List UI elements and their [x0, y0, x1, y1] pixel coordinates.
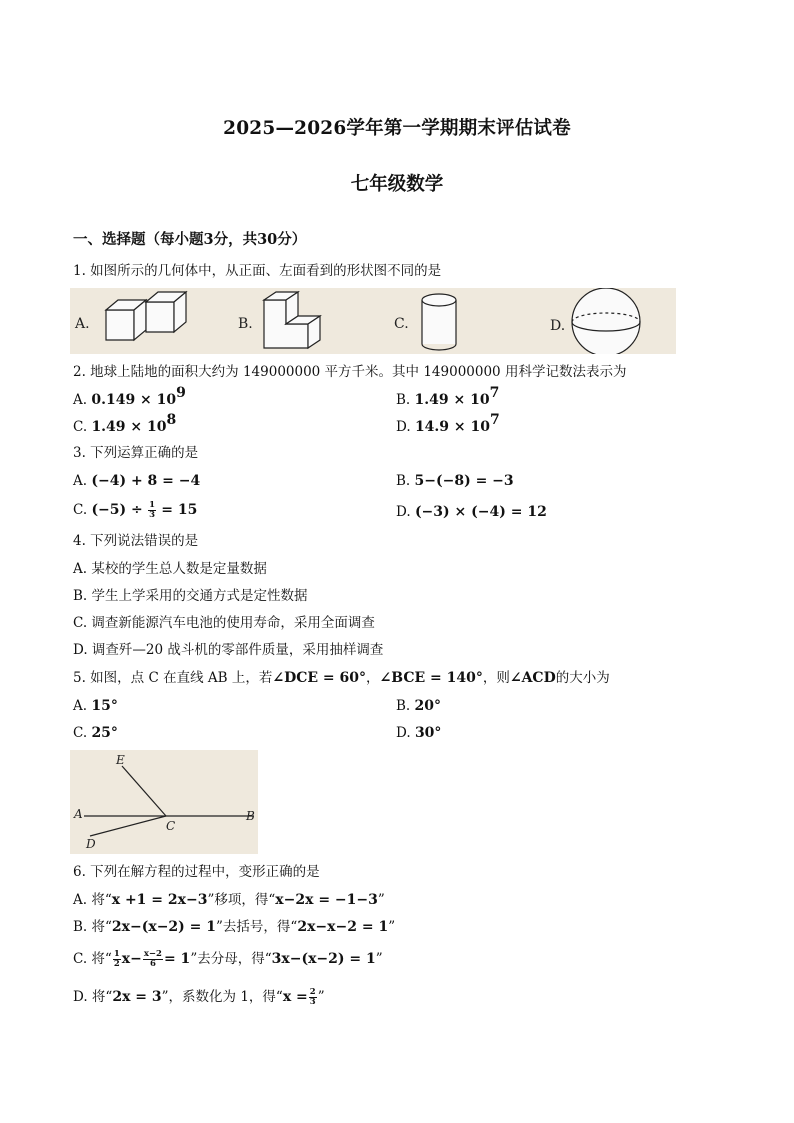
- q5-a-val: 15°: [91, 698, 118, 714]
- q1-figure: [70, 288, 676, 354]
- q6-d-num: 2: [309, 987, 316, 997]
- q6-stem: 6. 下列在解方程的过程中，变形正确的是: [73, 864, 320, 880]
- q1-label-b: B.: [238, 316, 253, 332]
- q2-c-base: 1.49 × 10: [91, 419, 167, 435]
- q5-option-b[interactable]: [396, 697, 441, 715]
- q4-option-b[interactable]: B. 学生上学采用的交通方式是定性数据: [73, 588, 308, 604]
- q2-c-label: C.: [73, 419, 88, 435]
- q2-option-a[interactable]: [73, 385, 186, 409]
- q3-option-c[interactable]: [73, 501, 197, 520]
- q6-option-d[interactable]: [73, 988, 325, 1007]
- q3-b-label: B.: [396, 473, 411, 489]
- q5-angle-acd: ∠ACD: [509, 670, 556, 686]
- label-d: D: [86, 837, 96, 851]
- q2-stem: 2. 地球上陆地的面积大约为 149000000 平方千米。其中 149000000 用科学记数法表示为: [73, 364, 627, 380]
- q6-option-a[interactable]: [73, 891, 385, 909]
- q5-figure: [70, 750, 258, 854]
- q5-d-label: D.: [396, 725, 411, 741]
- q2-b-exp: 7: [489, 385, 500, 401]
- q3-option-a[interactable]: [73, 472, 200, 490]
- q6-b-post: ”: [388, 919, 396, 935]
- q3-c-den: 3: [149, 510, 155, 520]
- q2-option-b[interactable]: [396, 385, 500, 409]
- label-b: B: [246, 809, 255, 823]
- q6-d-x: x =: [282, 989, 308, 1005]
- q6-c-x: x−: [121, 951, 142, 967]
- q2-a-label: A.: [73, 392, 88, 408]
- q5-option-d[interactable]: [396, 724, 441, 742]
- q5-b-val: 20°: [414, 698, 441, 714]
- q6-d-pre: D. 将“: [73, 989, 113, 1005]
- q2-d-base: 14.9 × 10: [414, 419, 490, 435]
- q4-option-d[interactable]: D. 调查歼—20 战斗机的零部件质量，采用抽样调查: [73, 642, 384, 658]
- q2-option-c[interactable]: [73, 412, 177, 436]
- q2-b-label: B.: [396, 392, 411, 408]
- q4-option-a[interactable]: A. 某校的学生总人数是定量数据: [73, 561, 267, 577]
- q3-c-pre: (−5) ÷: [91, 502, 143, 518]
- q5-option-c[interactable]: [73, 724, 118, 742]
- q6-d-mid: ”，系数化为 1，得“: [161, 989, 283, 1005]
- q3-c-fraction: [148, 501, 156, 520]
- q4-option-c[interactable]: C. 调查新能源汽车电池的使用寿命，采用全面调查: [73, 615, 375, 631]
- q6-c-post: ”: [375, 951, 383, 967]
- q6-c-fraction-2: [143, 950, 163, 969]
- q1-cylinder-icon: [422, 294, 456, 350]
- q3-b-expr: 5−(−8) = −3: [414, 473, 514, 489]
- section-heading: 一、选择题（每小题3分，共30分）: [73, 231, 307, 248]
- q5-angle-dce: ∠DCE = 60°: [272, 670, 366, 686]
- q2-a-exp: 9: [176, 385, 186, 401]
- q6-option-c[interactable]: [73, 950, 383, 969]
- q2-option-d[interactable]: [396, 412, 500, 436]
- q6-c-f2-num: x−2: [143, 949, 162, 959]
- q5-stem-mid: ，则: [482, 670, 510, 686]
- q6-c-f1-num: 1: [113, 949, 120, 959]
- q3-stem: 3. 下列运算正确的是: [73, 445, 199, 461]
- q1-label-c: C.: [394, 316, 409, 332]
- q3-option-d[interactable]: [396, 503, 547, 521]
- q1-stem: 1. 如图所示的几何体中，从正面、左面看到的形状图不同的是: [73, 263, 442, 279]
- q6-c-mid: ”去分母，得“: [190, 951, 272, 967]
- q6-c-f1-den: 2: [113, 959, 120, 969]
- q3-a-label: A.: [73, 473, 88, 489]
- q5-b-label: B.: [396, 698, 411, 714]
- q1-sphere-icon: [572, 288, 640, 354]
- label-e: E: [116, 753, 125, 767]
- q5-stem-post: 的大小为: [555, 670, 610, 686]
- q1-label-a: A.: [75, 316, 90, 332]
- q3-c-num: 1: [149, 500, 155, 510]
- q2-a-base: 0.149 × 10: [91, 392, 177, 408]
- q5-c-val: 25°: [91, 725, 118, 741]
- scan-background: [70, 750, 258, 854]
- q5-angle-bce: ∠BCE = 140°: [379, 670, 483, 686]
- q2-b-base: 1.49 × 10: [414, 392, 490, 408]
- q5-d-val: 30°: [414, 725, 442, 741]
- q6-b-pre: B. 将“: [73, 919, 112, 935]
- q6-a-e2: x−2x = −1−3: [275, 892, 378, 908]
- q3-option-b[interactable]: [396, 472, 514, 490]
- q3-d-expr: (−3) × (−4) = 12: [414, 504, 547, 520]
- q6-b-e1: 2x−(x−2) = 1: [111, 919, 217, 935]
- q6-option-b[interactable]: [73, 918, 395, 936]
- q5-sep: ，: [366, 670, 380, 686]
- q6-c-f2-den: 6: [149, 959, 156, 969]
- q6-d-e1: 2x = 3: [112, 989, 162, 1005]
- label-a: A: [74, 807, 83, 821]
- q6-a-pre: A. 将“: [73, 892, 112, 908]
- q6-a-post: ”: [377, 892, 385, 908]
- exam-title: 2025—2026学年第一学期期末评估试卷: [223, 118, 571, 139]
- q6-a-e1: x +1 = 2x−3: [111, 892, 208, 908]
- q5-stem-pre: 5. 如图，点 C 在直线 AB 上，若: [73, 670, 273, 686]
- q6-c-eq: = 1: [163, 951, 191, 967]
- q4-stem: 4. 下列说法错误的是: [73, 533, 199, 549]
- q6-a-mid: ”移项，得“: [207, 892, 276, 908]
- q3-c-post: = 15: [161, 502, 198, 518]
- q6-c-e2: 3x−(x−2) = 1: [271, 951, 376, 967]
- q6-d-fraction: [309, 988, 317, 1007]
- q5-c-label: C.: [73, 725, 88, 741]
- q3-a-expr: (−4) + 8 = −4: [91, 473, 201, 489]
- q6-b-mid: ”去括号，得“: [216, 919, 298, 935]
- q2-d-exp: 7: [490, 412, 500, 428]
- label-c: C: [166, 819, 176, 833]
- q5-option-a[interactable]: [73, 697, 118, 715]
- q6-c-fraction-1: [113, 950, 121, 969]
- q3-c-label: C.: [73, 502, 88, 518]
- q2-d-label: D.: [396, 419, 411, 435]
- q5-a-label: A.: [73, 698, 88, 714]
- exam-subtitle: 七年级数学: [350, 174, 444, 195]
- q6-d-post: ”: [317, 989, 325, 1005]
- q3-d-label: D.: [396, 504, 411, 520]
- q6-d-den: 3: [309, 997, 316, 1007]
- q6-c-pre: C. 将“: [73, 951, 112, 967]
- q2-c-exp: 8: [166, 412, 177, 428]
- q6-b-e2: 2x−x−2 = 1: [297, 919, 389, 935]
- q5-stem: [73, 669, 610, 687]
- q1-label-d: D.: [550, 318, 566, 334]
